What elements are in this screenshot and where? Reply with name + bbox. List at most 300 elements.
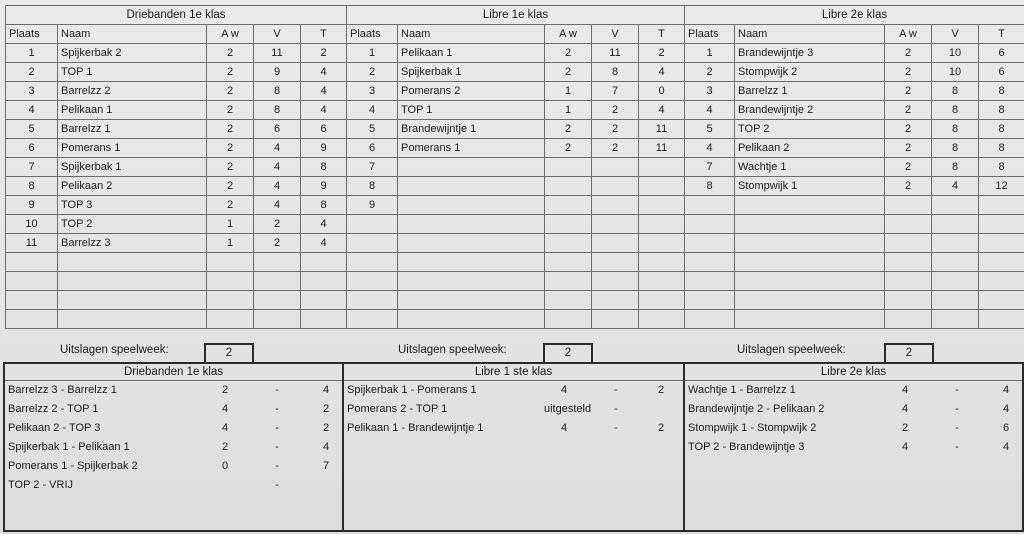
lost-cell: 4 [639,101,685,120]
won-cell: 10 [932,44,979,63]
team-cell: Spijkerbak 2 [58,44,207,63]
rank-cell [685,196,735,215]
team-cell [58,291,207,310]
results-title: Libre 2e klas [685,364,1022,381]
played-cell [207,253,254,272]
lost-cell [639,215,685,234]
played-cell: 2 [207,139,254,158]
played-cell [545,215,592,234]
played-cell: 2 [545,44,592,63]
won-cell: 7 [592,82,639,101]
team-cell [398,215,545,234]
result-row [344,400,683,419]
lost-cell: 4 [301,82,347,101]
rank-cell: 11 [6,234,58,253]
rank-cell: 5 [6,120,58,139]
lost-cell [639,158,685,177]
score-home: 4 [560,384,568,396]
table-row [6,272,347,291]
table-row [6,177,347,196]
team-cell [398,310,545,329]
team-cell: Brandewijntje 3 [735,44,885,63]
score-home: 2 [901,422,909,434]
rank-cell: 5 [685,120,735,139]
team-cell: TOP 2 [735,120,885,139]
result-row [685,381,1022,400]
team-cell [735,196,885,215]
lost-cell: 6 [979,63,1024,82]
team-cell: Pomerans 1 [58,139,207,158]
played-cell: 2 [885,63,932,82]
table-row [6,139,347,158]
table-row [685,310,1024,329]
rank-cell: 2 [6,63,58,82]
score-separator: - [275,460,279,472]
speelweek-label-2: Uitslagen speelweek: [398,344,507,356]
lost-cell [979,310,1024,329]
table-row [685,177,1024,196]
result-row [5,419,342,438]
lost-cell [639,234,685,253]
won-cell [254,310,301,329]
won-cell: 11 [254,44,301,63]
score-separator: - [614,422,618,434]
played-cell: 2 [885,120,932,139]
team-cell: Stompwijk 2 [735,63,885,82]
won-cell: 8 [254,101,301,120]
table-row [347,158,685,177]
lost-cell: 4 [301,234,347,253]
played-cell: 2 [885,177,932,196]
won-cell: 9 [254,63,301,82]
table-row [685,158,1024,177]
played-cell [545,253,592,272]
rank-cell [347,291,398,310]
table-row [347,63,685,82]
played-cell: 2 [207,44,254,63]
table-title: Libre 1e klas [347,6,685,25]
rank-cell: 10 [6,215,58,234]
speelweek-label-1: Uitslagen speelweek: [60,344,169,356]
table-row [347,310,685,329]
score-separator: - [275,479,279,491]
rank-cell: 5 [347,120,398,139]
played-cell: 2 [207,82,254,101]
score-separator: - [614,403,618,415]
rank-cell: 9 [6,196,58,215]
match-label: TOP 2 - Brandewijntje 3 [688,441,805,453]
table-title: Driebanden 1e klas [6,6,347,25]
column-header: Plaats [685,25,735,44]
match-label: Wachtje 1 - Barrelzz 1 [688,384,796,396]
rank-cell [6,310,58,329]
column-header: A w [545,25,592,44]
table-row [347,196,685,215]
team-cell: Barrelzz 3 [58,234,207,253]
score-away: 7 [322,460,330,472]
won-cell: 8 [932,101,979,120]
rank-cell: 4 [347,101,398,120]
lost-cell: 8 [979,101,1024,120]
rank-cell [347,253,398,272]
won-cell [592,291,639,310]
won-cell [254,291,301,310]
table-row [6,196,347,215]
column-header: Plaats [347,25,398,44]
table-row [6,253,347,272]
rank-cell [347,310,398,329]
won-cell: 2 [592,120,639,139]
table-row [347,139,685,158]
score-home: 4 [560,422,568,434]
won-cell [592,272,639,291]
played-cell: 2 [207,120,254,139]
team-cell: Wachtje 1 [735,158,885,177]
won-cell [932,234,979,253]
lost-cell: 4 [301,215,347,234]
table-row [685,139,1024,158]
table-row [685,120,1024,139]
lost-cell: 8 [301,158,347,177]
played-cell [885,310,932,329]
rank-cell [685,253,735,272]
result-row [5,381,342,400]
played-cell: 2 [545,139,592,158]
match-label: Pomerans 2 - TOP 1 [347,403,448,415]
rank-cell [685,272,735,291]
played-cell [885,253,932,272]
score-away: 4 [1002,384,1010,396]
table-row [347,215,685,234]
result-row [685,419,1022,438]
table-row [347,82,685,101]
score-away: 2 [322,403,330,415]
column-header: A w [207,25,254,44]
played-cell: 2 [207,177,254,196]
played-cell: 2 [207,101,254,120]
column-header: V [592,25,639,44]
lost-cell: 6 [301,120,347,139]
team-cell: Stompwijk 1 [735,177,885,196]
lost-cell [301,310,347,329]
standings-libre-1e-klas [346,5,685,329]
table-row [685,101,1024,120]
won-cell: 2 [254,234,301,253]
score-home: 4 [221,422,229,434]
won-cell: 2 [592,101,639,120]
rank-cell: 7 [347,158,398,177]
team-cell [58,253,207,272]
table-row [6,63,347,82]
lost-cell: 9 [301,139,347,158]
table-row [685,63,1024,82]
rank-cell: 8 [685,177,735,196]
team-cell: Barrelzz 1 [58,120,207,139]
team-cell: Pelikaan 1 [398,44,545,63]
standings-libre-2e-klas [684,5,1024,329]
team-cell: Spijkerbak 1 [398,63,545,82]
column-header: T [979,25,1024,44]
won-cell: 4 [932,177,979,196]
match-label: Barrelzz 3 - Barrelzz 1 [8,384,117,396]
table-row [347,120,685,139]
lost-cell [639,196,685,215]
rank-cell: 3 [347,82,398,101]
team-cell: Pelikaan 2 [735,139,885,158]
score-home: 4 [901,441,909,453]
match-label: TOP 2 - VRIJ [8,479,74,491]
rank-cell [6,291,58,310]
score-away: 6 [1002,422,1010,434]
rank-cell [347,272,398,291]
score-away: 4 [322,441,330,453]
rank-cell: 8 [6,177,58,196]
team-cell: Barrelzz 1 [735,82,885,101]
team-cell [398,234,545,253]
result-row [5,400,342,419]
lost-cell [979,215,1024,234]
won-cell [932,272,979,291]
speelweek-value-1: 2 [204,343,254,364]
column-header: T [639,25,685,44]
table-row [685,234,1024,253]
won-cell: 8 [592,63,639,82]
team-cell [398,196,545,215]
speelweek-value-2: 2 [543,343,593,364]
team-cell: TOP 1 [398,101,545,120]
score-home: 4 [901,384,909,396]
score-home: 2 [221,441,229,453]
played-cell [545,234,592,253]
lost-cell: 4 [301,63,347,82]
played-cell: 2 [545,120,592,139]
won-cell [592,158,639,177]
rank-cell: 9 [347,196,398,215]
column-header: V [254,25,301,44]
lost-cell: 8 [979,158,1024,177]
team-cell: Spijkerbak 1 [58,158,207,177]
score-separator: - [955,384,959,396]
team-cell [58,272,207,291]
result-row [344,381,683,400]
table-row [685,44,1024,63]
lost-cell [979,291,1024,310]
score-separator: - [275,422,279,434]
played-cell [207,291,254,310]
played-cell: 2 [207,196,254,215]
won-cell: 2 [592,139,639,158]
played-cell [207,272,254,291]
team-cell [735,234,885,253]
team-cell [398,177,545,196]
team-cell [398,158,545,177]
match-label: Spijkerbak 1 - Pomerans 1 [347,384,477,396]
lost-cell [639,253,685,272]
rank-cell: 2 [685,63,735,82]
team-cell: Pelikaan 2 [58,177,207,196]
table-row [347,234,685,253]
played-cell: 1 [545,82,592,101]
table-title: Libre 2e klas [685,6,1024,25]
table-row [6,215,347,234]
table-row [685,272,1024,291]
result-row [685,438,1022,457]
team-cell: Barrelzz 2 [58,82,207,101]
table-row [685,196,1024,215]
played-cell: 1 [207,215,254,234]
lost-cell [301,272,347,291]
rank-cell: 1 [6,44,58,63]
played-cell [545,177,592,196]
won-cell [254,272,301,291]
lost-cell [639,291,685,310]
rank-cell: 4 [6,101,58,120]
lost-cell: 8 [979,82,1024,101]
played-cell [207,310,254,329]
team-cell: Brandewijntje 1 [398,120,545,139]
match-label: Pelikaan 2 - TOP 3 [8,422,101,434]
table-row [6,158,347,177]
results-title: Driebanden 1e klas [5,364,342,381]
rank-cell: 1 [347,44,398,63]
lost-cell: 12 [979,177,1024,196]
won-cell [592,196,639,215]
rank-cell [685,215,735,234]
won-cell: 4 [254,158,301,177]
column-header: T [301,25,347,44]
played-cell [885,272,932,291]
rank-cell [347,215,398,234]
won-cell [592,310,639,329]
rank-cell [685,291,735,310]
played-cell: 1 [545,101,592,120]
played-cell [545,272,592,291]
score-home: 4 [221,403,229,415]
team-cell [398,291,545,310]
score-home: 0 [221,460,229,472]
played-cell [885,291,932,310]
score-home: uitgesteld [544,403,592,415]
column-header: Naam [58,25,207,44]
played-cell [545,291,592,310]
team-cell: Pomerans 2 [398,82,545,101]
team-cell [735,272,885,291]
team-cell [398,272,545,291]
won-cell: 8 [932,82,979,101]
match-label: Barrelzz 2 - TOP 1 [8,403,99,415]
column-header: Naam [735,25,885,44]
table-row [6,44,347,63]
won-cell [592,177,639,196]
lost-cell [639,177,685,196]
table-row [685,291,1024,310]
won-cell: 8 [932,120,979,139]
won-cell [932,310,979,329]
played-cell: 2 [885,82,932,101]
lost-cell [301,253,347,272]
table-row [6,234,347,253]
lost-cell: 11 [639,139,685,158]
table-row [347,272,685,291]
team-cell: TOP 1 [58,63,207,82]
table-row [347,101,685,120]
table-row [6,120,347,139]
result-row [344,419,683,438]
table-row [347,177,685,196]
played-cell: 2 [545,63,592,82]
team-cell [735,310,885,329]
played-cell: 1 [207,234,254,253]
score-away: 2 [657,384,665,396]
won-cell: 10 [932,63,979,82]
lost-cell: 4 [639,63,685,82]
standings-driebanden-1e-klas [5,5,347,329]
result-row [5,438,342,457]
rank-cell [6,253,58,272]
played-cell [885,196,932,215]
score-home: 4 [901,403,909,415]
rank-cell: 8 [347,177,398,196]
match-label: Spijkerbak 1 - Pelikaan 1 [8,441,130,453]
result-row [5,457,342,476]
table-row [347,291,685,310]
score-separator: - [955,403,959,415]
rank-cell: 3 [6,82,58,101]
score-away: 2 [657,422,665,434]
team-cell: TOP 3 [58,196,207,215]
lost-cell: 6 [979,44,1024,63]
column-header: V [932,25,979,44]
played-cell: 2 [885,44,932,63]
won-cell: 8 [932,139,979,158]
table-row [685,253,1024,272]
rank-cell: 7 [6,158,58,177]
score-separator: - [275,403,279,415]
rank-cell [6,272,58,291]
lost-cell [979,234,1024,253]
score-separator: - [275,441,279,453]
won-cell [592,215,639,234]
lost-cell [639,310,685,329]
won-cell [592,253,639,272]
score-home: 2 [221,384,229,396]
team-cell: Brandewijntje 2 [735,101,885,120]
results-title: Libre 1 ste klas [344,364,683,381]
lost-cell [979,196,1024,215]
table-row [685,215,1024,234]
rank-cell: 3 [685,82,735,101]
won-cell: 8 [254,82,301,101]
won-cell [592,234,639,253]
score-away: 2 [322,422,330,434]
match-label: Stompwijk 1 - Stompwijk 2 [688,422,817,434]
match-label: Pomerans 1 - Spijkerbak 2 [8,460,138,472]
played-cell [885,215,932,234]
lost-cell [979,272,1024,291]
team-cell [58,310,207,329]
won-cell: 2 [254,215,301,234]
score-separator: - [955,441,959,453]
table-row [685,82,1024,101]
score-away: 4 [322,384,330,396]
lost-cell: 2 [639,44,685,63]
rank-cell: 6 [6,139,58,158]
rank-cell: 2 [347,63,398,82]
won-cell [254,253,301,272]
won-cell [932,215,979,234]
won-cell [932,291,979,310]
lost-cell: 11 [639,120,685,139]
